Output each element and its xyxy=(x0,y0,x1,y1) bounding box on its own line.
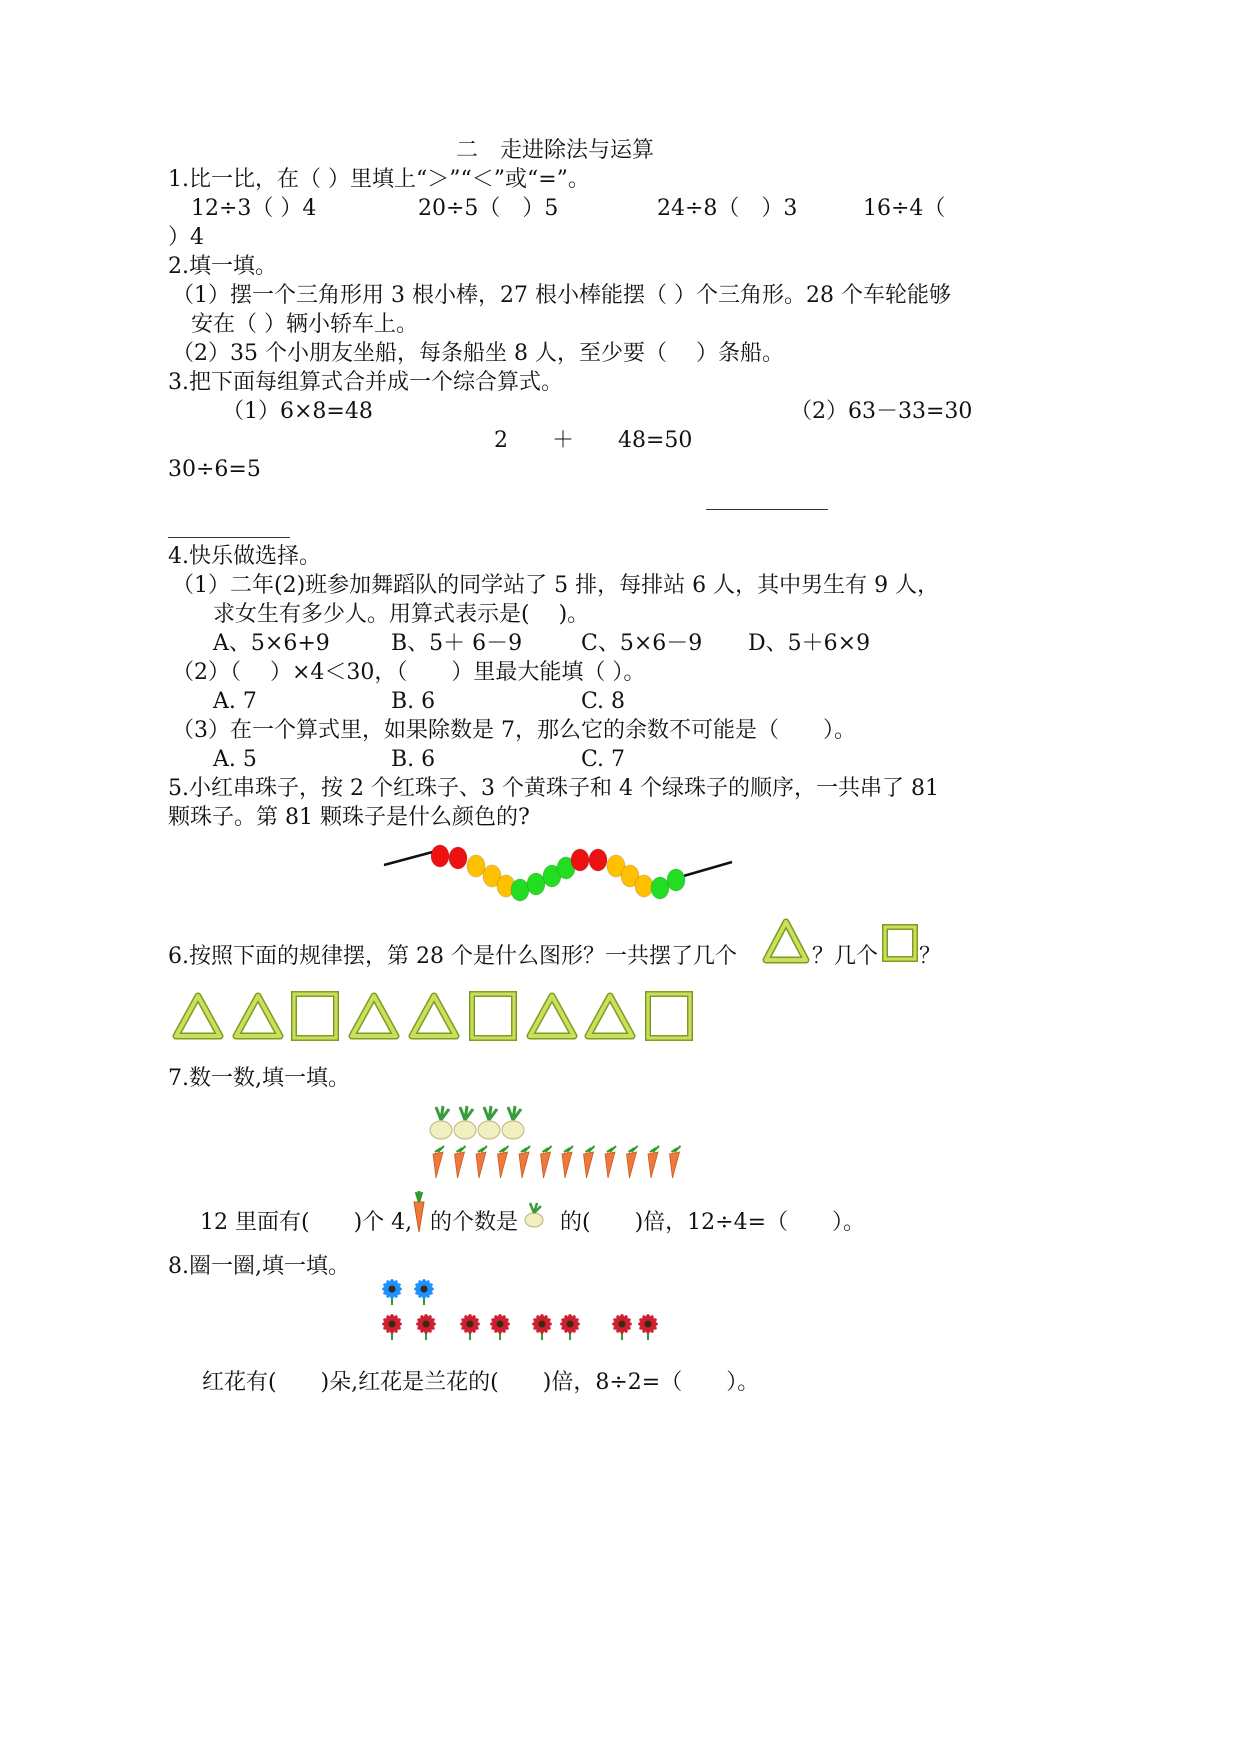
q3-group2-eq2b: ＋ xyxy=(552,428,575,453)
carrot xyxy=(476,1146,487,1178)
q4-sub3-option-c: C. 7 xyxy=(581,747,626,772)
q3-answer-line-1 xyxy=(168,537,290,538)
carrot xyxy=(584,1146,595,1178)
radishes-picture xyxy=(425,1104,535,1144)
red-bead xyxy=(589,849,607,871)
q6-text-2: ？几个 xyxy=(812,944,879,969)
carrot xyxy=(670,1146,681,1178)
red-bead xyxy=(431,845,449,867)
q1-item-2: 20÷5（ ）5 xyxy=(418,196,559,221)
stick-triangle xyxy=(176,996,220,1036)
q2-prompt: 2.填一填。 xyxy=(168,254,277,279)
carrot xyxy=(562,1146,573,1178)
q8-prompt: 8.圈一圈,填一填。 xyxy=(168,1254,350,1279)
q7-fill-2: 的个数是 xyxy=(430,1210,519,1235)
stick-square xyxy=(294,994,336,1038)
carrot xyxy=(455,1146,466,1178)
q4-sub3: （3）在一个算式里，如果除数是 7，那么它的余数不可能是（ ）。 xyxy=(172,718,856,743)
q8-fill: 红花有( )朵,红花是兰花的( )倍，8÷2=（ ）。 xyxy=(202,1370,760,1395)
q4-sub1-line1: （1）二年(2)班参加舞蹈队的同学站了 5 排，每排站 6 人，其中男生有 9 人， xyxy=(172,573,940,598)
q4-sub1-option-a: A、5×6+9 xyxy=(213,631,330,656)
q4-sub1-option-b: B、5＋ 6－9 xyxy=(391,631,523,656)
carrot xyxy=(541,1146,552,1178)
blue-flower xyxy=(382,1279,402,1305)
radish-icon xyxy=(522,1200,548,1230)
q4-sub2: （2）（ ）×4＜30，（ ）里最大能填（ ）。 xyxy=(172,660,646,685)
triangle-icon xyxy=(762,918,810,964)
red-flower xyxy=(490,1314,510,1340)
q4-prompt: 4.快乐做选择。 xyxy=(168,544,321,569)
blue-flowers-picture xyxy=(378,1278,442,1308)
carrot xyxy=(627,1146,638,1178)
yellow-bead xyxy=(467,855,485,877)
red-bead xyxy=(449,847,467,869)
q1-item-4: 16÷4（ xyxy=(863,196,946,221)
q6-text-1: 6.按照下面的规律摆，第 28 个是什么图形？一共摆了几个 xyxy=(168,944,737,969)
yellow-bead xyxy=(635,875,653,897)
q2-part1-line1: （1）摆一个三角形用 3 根小棒，27 根小棒能摆（ ）个三角形。28 个车轮能够 xyxy=(172,283,951,308)
q4-sub2-option-b: B. 6 xyxy=(391,689,436,714)
square-icon xyxy=(882,924,918,962)
q1-item-1: 12÷3（ ）4 xyxy=(191,196,317,221)
q4-sub2-option-c: C. 8 xyxy=(581,689,626,714)
bead-string-picture xyxy=(380,840,740,910)
red-flower xyxy=(638,1314,658,1340)
q1-prompt: 1.比一比，在（ ）里填上“＞”“＜”或“=”。 xyxy=(168,167,590,192)
q7-fill-1: 12 里面有( )个 4, xyxy=(200,1210,413,1235)
stick-square xyxy=(648,994,690,1038)
carrot xyxy=(605,1146,616,1178)
green-bead xyxy=(527,873,545,895)
stick-shapes-pattern xyxy=(170,990,700,1042)
red-flower xyxy=(382,1314,402,1340)
q3-group1-eq2: 30÷6=5 xyxy=(168,457,261,482)
red-flower xyxy=(460,1314,480,1340)
q1-item-4-wrap: ）4 xyxy=(168,225,204,250)
carrot xyxy=(648,1146,659,1178)
q6-text-3: ？ xyxy=(919,944,942,969)
q1-item-3: 24÷8（ ）3 xyxy=(657,196,798,221)
q5-line1: 5.小红串珠子，按 2 个红珠子、3 个黄珠子和 4 个绿珠子的顺序，一共串了 81 xyxy=(168,776,939,801)
carrot xyxy=(433,1146,444,1178)
radish xyxy=(502,1106,524,1139)
green-bead xyxy=(667,869,685,891)
q2-part1-line2: 安在（ ）辆小轿车上。 xyxy=(191,312,418,337)
page-title: 二 走进除法与运算 xyxy=(456,138,655,163)
q3-answer-line-2 xyxy=(706,509,828,510)
stick-triangle xyxy=(236,996,280,1036)
green-bead xyxy=(511,879,529,901)
q7-prompt: 7.数一数,填一填。 xyxy=(168,1066,350,1091)
q3-group2-eq1: （2）63－33=30 xyxy=(790,399,973,424)
radish xyxy=(478,1106,500,1139)
carrots-picture xyxy=(425,1144,687,1180)
carrot xyxy=(519,1146,530,1178)
q4-sub1-line2: 求女生有多少人。用算式表示是( )。 xyxy=(213,602,590,627)
radish xyxy=(454,1106,476,1139)
stick-triangle xyxy=(588,996,632,1036)
q5-line2: 颗珠子。第 81 颗珠子是什么颜色的? xyxy=(168,805,530,830)
green-bead xyxy=(651,877,669,899)
q2-part2: （2）35 个小朋友坐船，每条船坐 8 人，至少要（ ）条船。 xyxy=(172,341,784,366)
carrot-icon xyxy=(408,1190,430,1234)
q4-sub2-option-a: A. 7 xyxy=(213,689,257,714)
red-flower xyxy=(416,1314,436,1340)
q4-sub1-option-d: D、5＋6×9 xyxy=(748,631,871,656)
red-flowers-picture xyxy=(376,1310,666,1346)
q4-sub3-option-b: B. 6 xyxy=(391,747,436,772)
blue-flower xyxy=(414,1279,434,1305)
radish xyxy=(430,1106,452,1139)
q3-group1-eq1: （1）6×8=48 xyxy=(222,399,373,424)
stick-triangle xyxy=(530,996,574,1036)
q4-sub3-option-a: A. 5 xyxy=(213,747,257,772)
red-flower xyxy=(560,1314,580,1340)
q7-fill-3: 的( )倍，12÷4=（ ）。 xyxy=(560,1210,866,1235)
red-bead xyxy=(571,849,589,871)
q3-group2-eq2c: 48=50 xyxy=(618,428,693,453)
q3-group2-eq2a: 2 xyxy=(494,428,508,453)
q4-sub1-option-c: C、5×6－9 xyxy=(581,631,703,656)
stick-triangle xyxy=(352,996,396,1036)
red-flower xyxy=(612,1314,632,1340)
q3-prompt: 3.把下面每组算式合并成一个综合算式。 xyxy=(168,370,563,395)
stick-square xyxy=(472,994,514,1038)
carrot xyxy=(498,1146,509,1178)
stick-triangle xyxy=(412,996,456,1036)
red-flower xyxy=(532,1314,552,1340)
